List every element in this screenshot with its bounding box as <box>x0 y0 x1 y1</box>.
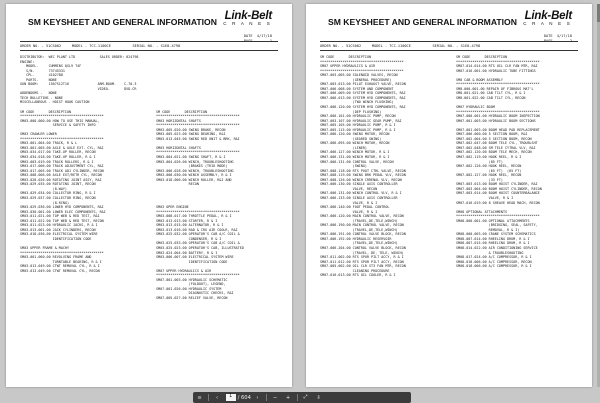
code-line: SM07-002-127.00 HOOK REEL, RECON <box>456 173 522 178</box>
code-line: (FOLDOUT), LEGEND, <box>156 282 226 287</box>
zoom-in-icon[interactable]: + <box>285 394 291 401</box>
code-line: SM03-008-017.00 THROTTLE PEDAL, R & I <box>156 214 232 219</box>
code-line: SM07-001-003.00 HYDRAULIC SCHEMATIC <box>156 277 228 282</box>
code-line: SM07-003-005.00 SOLENOID VALVES, RECON <box>320 73 398 78</box>
code-line: SM8 CAB & BOOM ASSEMBLY <box>456 77 503 82</box>
code-line: SM08-000-001.00 OPTIONAL ATTACHMENTS <box>456 218 530 223</box>
code-line: SM07-006-131.00 CONTROL VALVE, RECON <box>320 159 394 164</box>
code-line: SM03-034-018.00 TAKE-UP ROLLER, R & I <box>20 155 96 160</box>
code-line: SM08-018-006.00 A/C COMPRESSOR, RECON <box>456 259 532 264</box>
code-line: CPL- 4102788 <box>20 73 63 78</box>
code-line: SM03-025-023.00 OPERATOR'S CAB, ILLUSTRATED <box>156 245 244 250</box>
logo-word: Link-Belt <box>524 10 572 22</box>
code-line: ***************************************** <box>156 114 240 119</box>
code-line: VALVE, R & I <box>320 209 378 214</box>
fit-page-icon[interactable]: ⤢ <box>303 394 308 400</box>
code-line: SM07-006-131.00 WINCH CONTROL VLV, R & I <box>320 191 402 196</box>
code-line: (GEARED SWING) <box>320 136 382 141</box>
code-line: ***************************************** <box>20 136 104 141</box>
code-line: ***************************************** <box>320 59 404 64</box>
code-line: VALVE, RECON <box>320 186 378 191</box>
code-line: (65 FT) (65 FT) <box>456 168 522 173</box>
link-belt-logo <box>523 10 572 26</box>
code-line: SM07-002-120.00 BOOM TELE MECH, RECON <box>456 150 532 155</box>
code-line: SM03-025-033.00 OPERATOR'S CAB A/C COIL & <box>156 241 240 246</box>
code-line: DISTRIBUTOR: WEC PLANT LTD SALES ORDER: 024798 <box>20 55 139 59</box>
code-line: SM03-013-013.00 STARTER, R & I <box>156 218 218 223</box>
code-line: (TWO WINCH FLUSHING) <box>320 100 394 105</box>
code-line: SM03 CRAWLER LOWER <box>20 132 57 137</box>
code-line: (BRAKES (TRIO MODE) <box>156 164 228 169</box>
code-line: SM07-006-000.00 5 SECTION BOOM, R&I <box>456 132 528 137</box>
date-page-block <box>244 34 272 44</box>
code-line: SM07-003-013.00 PILOT EXHAUST VALVE, RECON <box>320 82 406 87</box>
code-line: SM03-001-004.00 TRACK, R & L <box>20 141 78 146</box>
page-label: PAGE <box>543 39 553 43</box>
toolbar-divider <box>208 394 209 401</box>
code-line: ***************************************** <box>20 250 104 255</box>
code-line: (BRIDGING, SEAL, SAFETY, <box>456 223 538 228</box>
code-line: SM03-003-019.00 TRACK ROLLERS, R & I <box>20 159 94 164</box>
code-line: SM CODE DESCRIPTION <box>456 55 508 59</box>
code-line: SERVICE & SAFETY INFO <box>20 123 96 128</box>
date-label: DATE <box>543 34 553 38</box>
code-line: SM07-006-140.00 FOOT PEDAL CONTROL <box>320 205 390 210</box>
code-line: SM03-001-005.00 AXLE & AXLE EXT. CYL, R&I <box>20 145 104 150</box>
code-line: SM07-016-019.00 8 SHEAVE HEAD MACH, RECON <box>456 200 540 205</box>
code-line: SM03-005-020.00 SWING BRAKE, RECON <box>156 127 226 132</box>
code-line: ENGINE: <box>20 59 35 64</box>
code-line: SM08-014-022.00 AIR CONDITIONING SERVICE <box>456 245 538 250</box>
code-line: SM07-003-004.00 BOOM HOIST CYLINDER, RECON <box>456 186 542 191</box>
code-line: SM07 UPPER HYDRAULICS & AIR <box>320 64 376 69</box>
code-line: SM03-029-037.00 COLLECTOR RING, RECON <box>20 195 96 200</box>
code-line: SM07-002-004.00 5 SECTION BOOM, RECON <box>456 136 532 141</box>
code-line: SM03-018-006.00 WINCH ROLLER, R&I AND <box>156 177 232 182</box>
code-line: SM08-018-006.00 A/C COMPRESSOR, R & I <box>456 264 532 269</box>
code-line: CONDENSER, R & I <box>156 236 222 241</box>
code-line: (85 FT) <box>456 159 503 164</box>
code-line: SM07-002-048.00 SM TELE CYTRAL VLV, R&I <box>456 145 536 150</box>
code-line: S/N- 73745331 <box>20 68 65 73</box>
code-line: VALVE, R & I <box>456 195 514 200</box>
code-line: VALVE, R & I <box>320 200 378 205</box>
code-line: SM07-006-120.00 SYSTEM HYD COMPONENTS, R&I <box>320 105 406 110</box>
code-line: SM07-003-014.00 BOOM HOIST COUNTERBALANCE <box>456 191 540 196</box>
code-line: (SWING) <box>320 164 367 169</box>
code-line: SM03-013-001.00 JACK CYLINDERS, RECON <box>20 227 96 232</box>
code-line: ***************************************** <box>456 109 540 114</box>
pdf-viewer-toolbar <box>193 392 411 403</box>
link-belt-logo <box>223 10 272 26</box>
page-label: PAGE <box>243 39 253 43</box>
code-line: SM07-006-127.00 WINCH MOTOR, R & I <box>320 150 390 155</box>
code-line: SM07-006-008.00 SYSTEM AND COMPONENT <box>320 86 394 91</box>
document-title: SM KEYSHEET AND GENERAL INFORMATION <box>328 17 517 27</box>
code-line: SM03-004-021.00 SWING SHAFT, R & I <box>156 155 226 160</box>
order-line: ORDER NO. - 51CS002 MODEL - TCC-1100CE SERIAL NO. - S1E8-4798 <box>320 44 481 48</box>
code-line: SM03 HORIZONTAL SHAFTS <box>156 145 201 150</box>
code-line: SM03 OPER ENGINE <box>156 205 189 210</box>
code-line: SM03-013-045.00 SWING RED UNIT & BRK, R&I <box>156 136 240 141</box>
code-line: SM03-018-036.00 ELECTRICAL SYSTEM WIRE <box>20 232 98 237</box>
code-line: SM03-011-023.00 HYDRAULIC JACKS, R & I <box>20 223 98 228</box>
code-line: SM07-002-119.00 HOOK REEL, R & I <box>456 155 522 160</box>
code-line: ***************************************** <box>156 273 240 278</box>
code-line: SM03 HORIZONTAL SHAFTS <box>156 118 201 123</box>
code-line: SM07-006-120.00 MAIN CONTROL VALVE, RECON <box>320 214 404 219</box>
code-line: MISCELLANEOUS - HOIST HOOK CAUTION <box>20 100 90 105</box>
date-label: DATE <box>243 34 253 38</box>
code-line: (33 FT) <box>456 177 503 182</box>
code-line: SM07-006-101.00 HYDRAULIC PUMP, RECON <box>320 114 396 119</box>
page-number-input[interactable]: 1 <box>226 394 236 401</box>
code-line: SM CODE DESCRIPTION <box>320 55 372 59</box>
code-line: TURNTABLE BEARING, R & I <box>20 259 102 264</box>
toolbar-divider <box>297 394 298 401</box>
code-line: (GENERAL PROCEDURE) <box>320 77 392 82</box>
code-line: SM03-024-004.00 BATTERY, R & I <box>156 250 218 255</box>
date-page-block <box>544 34 572 44</box>
code-line: REMOVAL, R & I) <box>456 227 520 232</box>
code-line: IDENTIFICATION CODE <box>156 259 228 264</box>
download-icon[interactable]: ⇩ <box>316 394 321 401</box>
code-line: SM03-017-005.00 TRACK ADJ CYLINDER, RECON <box>20 168 104 173</box>
code-line: SM03-013-049.00 CTWT REMOVAL CYL, R & I <box>20 264 100 269</box>
code-line: SM07-006-191.00 CONTROL VALVE BLOCK, RECON <box>320 232 406 237</box>
code-line: (LINER) <box>320 145 367 150</box>
code-line: SM03-029-034.00 COLLECTOR RING, R & I <box>20 191 96 196</box>
code-line: VIDEO- DVD-CR <box>20 86 137 91</box>
code-line: ***************************************** <box>456 59 540 64</box>
code-line: GUN BOOM: 1507S12T16 ARM-BOOM- C-70-3 <box>20 82 137 87</box>
code-line: SM03-001-060.00 REVOLVING FRAME AND <box>20 255 92 260</box>
code-line: SM07-002-047.00 BOOM TELE CYL, TROUBLSHT <box>456 141 538 146</box>
code-line: SM07-006-204.00 CONTROL VALVE BLOCK, RECON <box>320 245 406 250</box>
code-line: MODEL- CUMMINS QSL9 T4F <box>20 64 82 69</box>
code-line: (8-WAY) <box>20 186 67 191</box>
code-line: SM03-006-007.00 ELECTRICAL SYSTEM WIRE <box>156 255 234 260</box>
code-line: SM07-016-013.00 RTS OIL COOLER, R & I <box>320 273 396 278</box>
code-line: SM07-000-001.00 HYDRAULIC BOOM INSPECTION <box>456 114 540 119</box>
code-line: SM CODE DESCRIPTION <box>156 109 208 114</box>
code-line: (TRAVEL,DE,TELE,WINCH) <box>320 227 398 232</box>
date-value: 4/17/18 <box>256 34 272 38</box>
code-line: SM08-017-024.00 A/C COMPRESSOR, R & I <box>456 255 532 260</box>
code-line: SM07-014-014.00 RTS OIL CLR FAN MTR, R&I <box>456 64 538 69</box>
header-rule <box>20 50 278 51</box>
code-line: SM07-006-131.00 WINCH MOTOR, R & I <box>320 155 390 160</box>
code-line: (TRAVEL, DE, TELE, WINCH) <box>320 250 404 255</box>
document-title: SM KEYSHEET AND GENERAL INFORMATION <box>28 17 217 27</box>
logo-sub: C R A N E S <box>523 21 572 26</box>
code-line: SM03-000-000.00 HOW TO USE THIS MANUAL, <box>20 118 100 123</box>
code-line: IDENTIFICATION CODE <box>20 236 92 241</box>
code-line: DIAGNOSTIC CHECKS, R&I <box>156 291 234 296</box>
logo-word: Link-Belt <box>224 10 272 22</box>
code-line: SM03-008-030.00 WINCH ASSEMBLY, R & I <box>156 173 232 178</box>
code-line: SM07-005-105.00 HYDRAULIC PUMP, R & I <box>320 123 396 128</box>
code-line: SM03-011-022.00 TOP WEB & RED TEST, RECON <box>20 218 104 223</box>
code-line: SM07-002-126.00 HOOK REEL, RECON <box>456 164 522 169</box>
code-column <box>320 55 448 278</box>
document-page-2 <box>306 4 592 387</box>
code-line: SM03-013-016.00 RAD & CRG AIR COOLR, R&I <box>156 227 238 232</box>
code-line: ***************************************** <box>456 82 540 87</box>
header-rule <box>320 50 578 51</box>
code-line: SM07-006-192.00 HYDRAULIC RESERVOIR <box>320 236 392 241</box>
toolbar-divider <box>266 394 267 401</box>
code-line: SM07-006-120.00 SWING MOTOR, RECON <box>320 132 390 137</box>
code-line: SM07-001-003.00 BOOM HEAD PAD REPLACEMENT <box>456 127 540 132</box>
code-line: SM03-034-017.00 TAKE-UP ROLLER, RECON <box>20 150 96 155</box>
menu-icon[interactable]: ≡ <box>197 394 202 401</box>
code-line: SM03-006-028.00 WINCH, TROUBLESHOOTING <box>156 168 234 173</box>
code-line: (TRAVEL,DE,TELE,WINCH) <box>320 241 398 246</box>
code-line: SM08-007-014.00 RHEELING DRUM, R & I <box>456 236 530 241</box>
order-line: ORDER NO. - 51CS002 MODEL - TCC-1100CE SERIAL NO. - S1E8-4798 <box>20 44 181 48</box>
code-line: SM07-003-107.00 HYDRAULIC GEAR PUMP, R&I <box>320 118 402 123</box>
code-line: SM07-006-190.00 MAIN CONTROL VALVE, RECON <box>320 223 404 228</box>
code-line: TECH BULLETINS - NONE <box>20 95 63 100</box>
code-line: & TROUBLESHOOTING <box>456 250 524 255</box>
logo-sub: C R A N E S <box>223 21 272 26</box>
code-line: SM CODE DESCRIPTION <box>20 109 72 114</box>
code-line: SM07-008-119.00 SWING BRK PEDAL VLV, RECON <box>320 173 406 178</box>
code-line: SM08 OPTIONAL ATTACHMENTS <box>456 209 508 214</box>
code-line: SM03-004-026.00 WINCH, TROUBLESHOOTING <box>156 159 234 164</box>
code-line: SM08-000-003.00 CRANE SYSTEM SCHEMATICS <box>456 232 536 237</box>
code-line: SM07-008-118.00 RTS PUOT CTRL VALVE, RECON <box>320 168 406 173</box>
code-line: SM07-001-003.00 HYDRAULIC BOOM SECTIONS <box>456 118 536 123</box>
code-line: SM8-000-001.00 REPAIR OF FIBROUS MAT'L <box>456 86 534 91</box>
code-line: RECON <box>156 182 199 187</box>
code-line: SM07-006-013.00 SYSTEM HYD COMPONENTS, R&I <box>320 95 406 100</box>
code-line: (TRAVEL,DE,TELE,WINCH) <box>320 218 398 223</box>
code-line: SM03-029-035.00 ROTATING JOINT, RECON <box>20 182 96 187</box>
code-line: SM07-006-133.00 SINGLE AXIS CONTROLLER <box>320 195 398 200</box>
header-rule <box>20 41 278 42</box>
code-line: SM07-011-002.00 RTS SPUR PILT ACCY, R & I <box>320 255 404 260</box>
code-line: (DEP FLUSHING) <box>320 109 382 114</box>
code-line: ADDENDUMS - NONE <box>20 91 57 96</box>
code-line: SM08-007-015.00 RHEELING DRUM, R & I <box>456 241 530 246</box>
code-line: SM07-006-130.00 SINGLE AXIS CONTROLLER <box>320 182 398 187</box>
code-line: SM03-013-015.00 ALTERNATOR, R & I <box>156 223 224 228</box>
page-total: / 604 <box>237 394 251 401</box>
code-line: SM03-025-032.00 OPERATOR'S CAB A/C COIL & <box>156 232 240 237</box>
code-line: SM03 UPPER FRAME & MACHY <box>20 245 69 250</box>
code-line: SM07-011-012.00 RTS SPUR PILT ACCY, RECON <box>320 259 404 264</box>
prev-page-icon[interactable]: ‹ <box>216 394 219 401</box>
zoom-out-icon[interactable]: − <box>272 394 278 401</box>
code-line: SM8-001-021.00 CAB TILT CYL, R & I <box>456 91 526 96</box>
code-line: SM03-013-049.00 CTWT REMOVAL CYL, RECON <box>20 268 100 273</box>
code-line: SM03-030-001.00 LOWER ELEC COMPONENTS, R&I <box>20 209 106 214</box>
code-line: SM07-001-026.00 HYDRAULIC SYSTEM <box>156 286 222 291</box>
code-line: SM07-016-001.00 HYDRAULIC TUBE FITTINGS <box>456 68 536 73</box>
page-number: 2 <box>569 39 572 43</box>
code-line: SM07-005-002.00 OIL CLR ST3 FAN MTR, RECON <box>320 264 406 269</box>
code-line: SM07-005-115.00 HYDRAULIC PUMP, R & I <box>320 127 396 132</box>
code-line: SM07-003-013.00 BOOM HOIST CYLINDER, R&I <box>456 182 538 187</box>
code-column <box>156 55 284 301</box>
code-line: (8-RING) <box>20 200 69 205</box>
code-line: SM8-001-022.00 CAB TILT CYL, RECON <box>456 95 526 100</box>
code-line: SM03-011-021.00 TOP WEB & RED TEST, R&I <box>20 214 100 219</box>
header-rule <box>320 41 578 42</box>
code-line: SM03-005-023.00 SWING BEARING, R&I <box>156 132 226 137</box>
code-line: ***************************************** <box>156 123 240 128</box>
code-line: ***************************************** <box>456 214 540 219</box>
code-line: SM07 UPPER HYDRAULICS & AIR <box>156 268 212 273</box>
document-page-1 <box>6 4 292 387</box>
code-line: SM07-006-095.00 WINCH MOTOR, RECON <box>320 141 390 146</box>
code-line: CLEANING PROCEDURE <box>320 268 390 273</box>
code-line: SM03-017-006.00 TRACK ADJUSTMENT CYL, R&I <box>20 164 104 169</box>
code-line: ***************************************** <box>320 68 404 73</box>
code-line: ***************************************** <box>20 114 104 119</box>
code-line: ***************************************** <box>156 209 240 214</box>
code-line: SM07 HYDRAULIC BOOM <box>456 105 495 110</box>
code-column <box>456 55 584 269</box>
code-line: SM07-005-027.00 RELIEF VALVE, RECON <box>156 295 228 300</box>
code-line: SM03-028-026.00 ROTATING JOINT ASSY, R&I <box>20 177 102 182</box>
code-line: SM07-006-009.00 SYSTEM HYD COMPONENTS, R&I <box>320 91 406 96</box>
next-page-icon[interactable]: › <box>256 394 259 401</box>
code-line: SM03-029-036.00 LOWER HYD COMPONENTS, R&I <box>20 205 104 210</box>
code-column <box>20 55 148 273</box>
date-value: 4/17/18 <box>556 34 572 38</box>
code-line: PARTS- NONE <box>20 77 57 82</box>
page-number: 1 <box>269 39 272 43</box>
code-line: ***************************************** <box>156 150 240 155</box>
code-line: SM03-008-006.00 AXLE EXT/RETR CYL, RECON <box>20 173 102 178</box>
code-line: SM07-008-126.00 WINCH CRRENAL VLV, RECON <box>320 177 402 182</box>
